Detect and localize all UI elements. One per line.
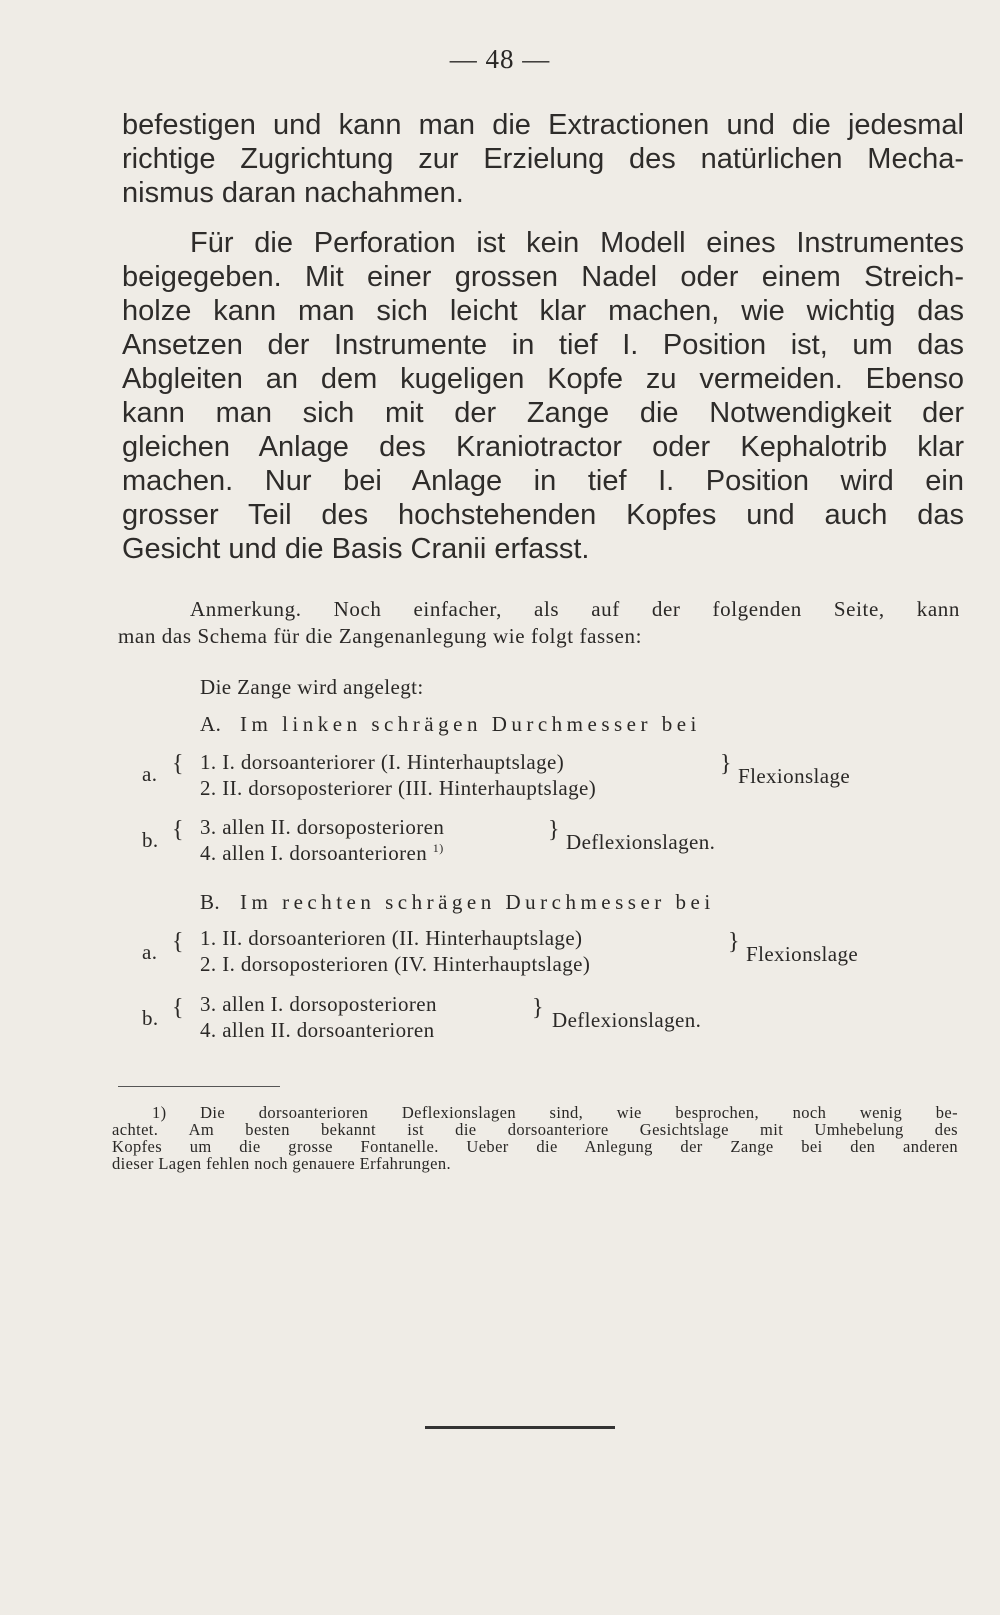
section-a-item: 1. I. dorsoanteriorer (I. Hinterhauptslage) xyxy=(200,750,565,774)
section-b-heading: Im rechten schrägen Durchmesser bei xyxy=(240,890,715,914)
paragraph-line: richtige Zugrichtung zur Erzielung des natürlichen Mecha- xyxy=(122,143,964,175)
footnote-mark: 1) xyxy=(432,841,444,855)
footnote-line: Kopfes um die grosse Fontanelle. Ueber die Anlegung der Zange bei den anderen xyxy=(112,1137,958,1156)
paragraph-line: befestigen und kann man die Extractionen und die jedesmal xyxy=(122,109,964,141)
section-a-item xyxy=(200,841,444,866)
footnote-line: 1) Die dorsoanterioren Deflexionslagen sind, wie besprochen, noch wenig be- xyxy=(152,1103,958,1122)
section-a-item: 2. II. dorsoposteriorer (III. Hinterhauptslage) xyxy=(200,776,597,800)
section-b-letter: B. xyxy=(200,890,221,914)
section-a-heading: Im linken schrägen Durchmesser bei xyxy=(240,712,701,736)
section-b-item: 2. I. dorsoposterioren (IV. Hinterhauptslage) xyxy=(200,952,591,976)
right-brace-icon: } xyxy=(532,995,544,1021)
note-line: man das Schema für die Zangenanlegung wie folgt fassen: xyxy=(118,624,643,648)
right-brace-icon: } xyxy=(728,929,740,955)
left-brace-icon: { xyxy=(172,995,184,1021)
section-b-item: 4. allen II. dorsoanterioren xyxy=(200,1018,435,1042)
section-a-group-b-result: Deflexionslagen. xyxy=(566,830,716,854)
paragraph-line: Ansetzen der Instrumente in tief I. Position ist, um das xyxy=(122,329,964,361)
item-text: 4. allen I. dorsoanterioren xyxy=(200,841,428,865)
schema-intro: Die Zange wird angelegt: xyxy=(200,675,424,699)
section-a-group-a-result: Flexionslage xyxy=(738,764,851,788)
paragraph-line: grosser Teil des hochstehenden Kopfes und auch das xyxy=(122,499,964,531)
section-b-group-b-result: Deflexionslagen. xyxy=(552,1008,702,1032)
left-brace-icon: { xyxy=(172,751,184,777)
paragraph-line: gleichen Anlage des Kraniotractor oder Kephalotrib klar xyxy=(122,431,964,463)
left-brace-icon: { xyxy=(172,929,184,955)
section-b-group-b-label: b. xyxy=(142,1006,159,1030)
section-a-group-b-label: b. xyxy=(142,828,159,852)
paragraph-line: kann man sich mit der Zange die Notwendigkeit der xyxy=(122,397,964,429)
section-a-item: 3. allen II. dorsoposterioren xyxy=(200,815,445,839)
footnote-divider xyxy=(118,1086,280,1087)
paragraph-line: machen. Nur bei Anlage in tief I. Position wird ein xyxy=(122,465,964,497)
footnote-line: dieser Lagen fehlen noch genauere Erfahrungen. xyxy=(112,1154,452,1173)
left-brace-icon: { xyxy=(172,817,184,843)
footnote xyxy=(112,1104,958,1172)
paragraph-line: beigegeben. Mit einer grossen Nadel oder einem Streich- xyxy=(122,261,964,293)
section-b-item: 3. allen I. dorsoposterioren xyxy=(200,992,437,1016)
end-rule xyxy=(425,1426,615,1429)
right-brace-icon: } xyxy=(720,751,732,777)
section-a-group-a-label: a. xyxy=(142,762,158,786)
paragraph-line: Gesicht und die Basis Cranii erfasst. xyxy=(122,533,590,565)
section-a-letter: A. xyxy=(200,712,222,736)
right-brace-icon: } xyxy=(548,817,560,843)
paragraph-line: Für die Perforation ist kein Modell eines Instrumentes xyxy=(190,227,964,259)
paragraph-line: Abgleiten an dem kugeligen Kopfe zu vermeiden. Ebenso xyxy=(122,363,964,395)
footnote-line: achtet. Am besten bekannt ist die dorsoanteriore Gesichtslage mit Umhebelung des xyxy=(112,1120,958,1139)
page-number: — 48 — xyxy=(449,44,551,74)
section-b-item: 1. II. dorsoanterioren (II. Hinterhauptslage) xyxy=(200,926,583,950)
paragraph-line: nismus daran nachahmen. xyxy=(122,177,464,209)
section-b-group-a-label: a. xyxy=(142,940,158,964)
section-b-group-a-result: Flexionslage xyxy=(746,942,859,966)
note-line: Anmerkung. Noch einfacher, als auf der folgenden Seite, kann xyxy=(190,597,960,621)
paragraph-line: holze kann man sich leicht klar machen, wie wichtig das xyxy=(122,295,964,327)
